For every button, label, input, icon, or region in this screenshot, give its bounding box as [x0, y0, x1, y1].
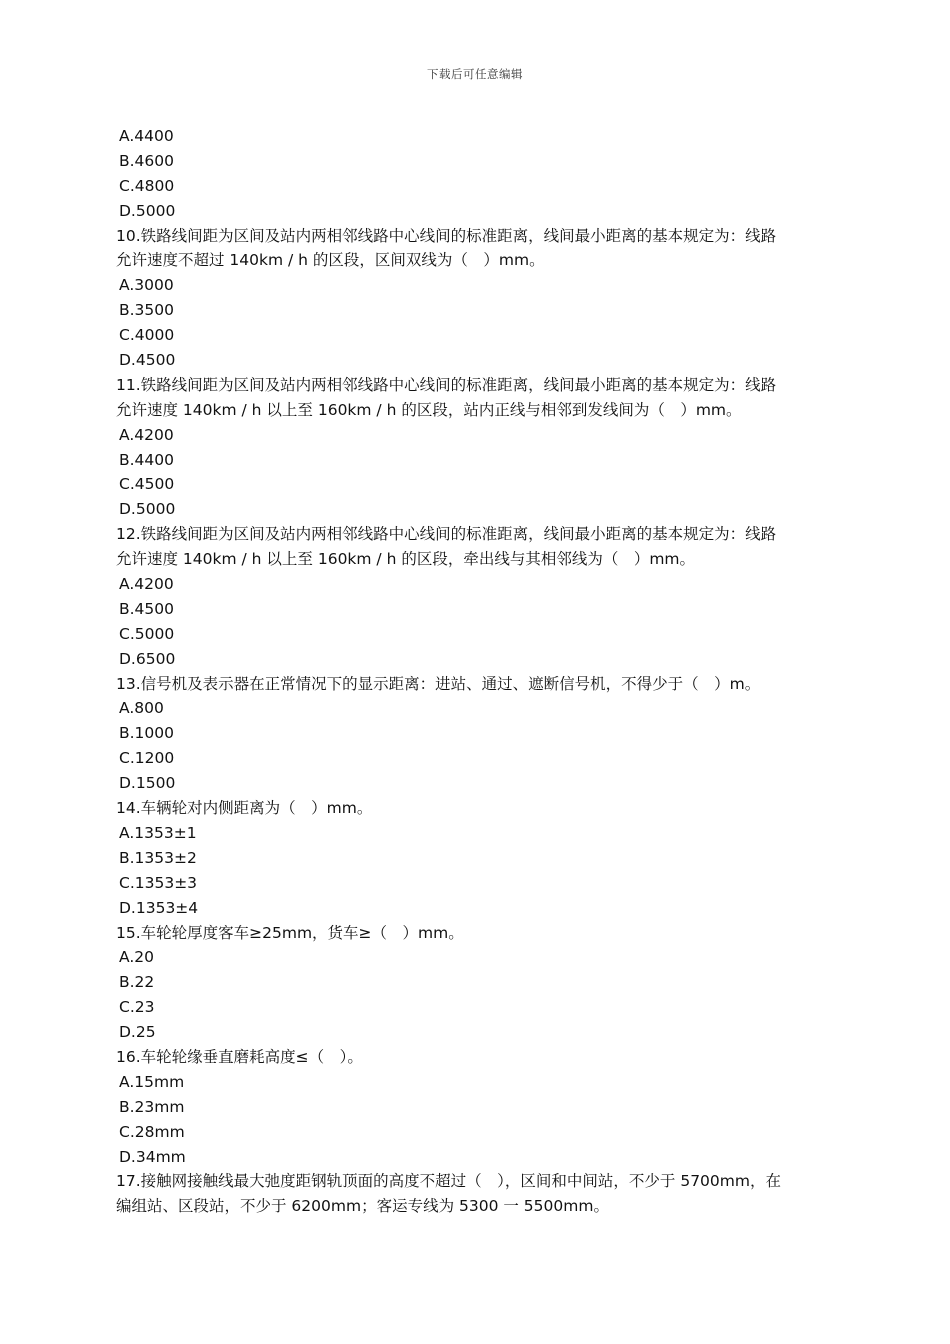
answer-option: A.4400: [119, 127, 174, 145]
answer-option: C.1200: [119, 749, 175, 768]
answer-option: B.4400: [119, 450, 175, 469]
question-text: [116, 373, 834, 423]
question-line: 15.车轮轮厚度客车≥25mm，货车≥（ ）mm。: [116, 923, 464, 942]
answer-option: D.1353±4: [119, 898, 199, 917]
question-text: [116, 522, 834, 572]
answer-option: C.4000: [119, 326, 175, 345]
question-line: 10.铁路线间距为区间及站内两相邻线路中心线间的标准距离，线间最小距离的基本规定为：线路: [116, 226, 777, 245]
answer-option: D.25: [119, 1023, 156, 1042]
question-line: 允许速度 140km / h 以上至 160km / h 的区段，牵出线与其相邻线为（ ）mm。: [116, 550, 696, 569]
answer-option: B.1000: [119, 724, 175, 743]
answer-option: D.1500: [119, 774, 176, 793]
answer-option: A.15mm: [119, 1072, 185, 1091]
question-line: 14.车辆轮对内侧距离为（ ）mm。: [116, 799, 373, 818]
question-text: [116, 1045, 834, 1070]
answer-option: D.4500: [119, 351, 176, 370]
answer-option: C.28mm: [119, 1122, 185, 1141]
question-line: 11.铁路线间距为区间及站内两相邻线路中心线间的标准距离，线间最小距离的基本规定为：线路: [116, 375, 777, 394]
answer-option: B.22: [119, 973, 155, 992]
question-text: [116, 224, 834, 274]
answer-option: C.5000: [119, 624, 175, 643]
answer-option: B.23mm: [119, 1097, 185, 1116]
answer-option: D.34mm: [119, 1147, 186, 1166]
question-line: 13.信号机及表示器在正常情况下的显示距离：进站、通过、遮断信号机，不得少于（ ）m。: [116, 674, 761, 693]
question-line: 编组站、区段站，不少于 6200mm；客运专线为 5300 一 5500mm。: [116, 1197, 609, 1216]
answer-option: A.1353±1: [119, 823, 197, 842]
question-line: 17.接触网接触线最大弛度距钢轨顶面的高度不超过（ ），区间和中间站，不少于 5700mm，在: [116, 1172, 781, 1191]
answer-option: B.4500: [119, 599, 175, 618]
document-body: [116, 124, 834, 1219]
question-line: 12.铁路线间距为区间及站内两相邻线路中心线间的标准距离，线间最小距离的基本规定为：线路: [116, 525, 777, 544]
page-header: 下载后可任意编辑: [427, 67, 523, 81]
question-text: [116, 796, 834, 821]
answer-option: C.1353±3: [119, 873, 198, 892]
question-line: 允许速度不超过 140km / h 的区段，区间双线为（ ）mm。: [116, 251, 545, 270]
answer-option: B.4600: [119, 151, 175, 170]
question-text: [116, 921, 834, 946]
answer-option: B.3500: [119, 301, 175, 320]
answer-option: D.6500: [119, 649, 176, 668]
answer-option: B.1353±2: [119, 848, 197, 867]
answer-option: D.5000: [119, 500, 176, 519]
answer-option: C.23: [119, 998, 155, 1017]
answer-option: C.4500: [119, 475, 175, 494]
answer-option: D.5000: [119, 201, 176, 220]
answer-option: A.3000: [119, 276, 174, 295]
question-line: 允许速度 140km / h 以上至 160km / h 的区段，站内正线与相邻到发线间为（ ）mm。: [116, 400, 742, 419]
answer-option: C.4800: [119, 176, 175, 195]
answer-option: A.4200: [119, 575, 174, 594]
question-line: 16.车轮轮缘垂直磨耗高度≤（ ）。: [116, 1047, 363, 1066]
answer-option: A.800: [119, 699, 164, 718]
answer-option: A.4200: [119, 425, 174, 444]
question-text: [116, 1169, 834, 1219]
question-text: [116, 672, 834, 697]
answer-option: A.20: [119, 948, 154, 967]
